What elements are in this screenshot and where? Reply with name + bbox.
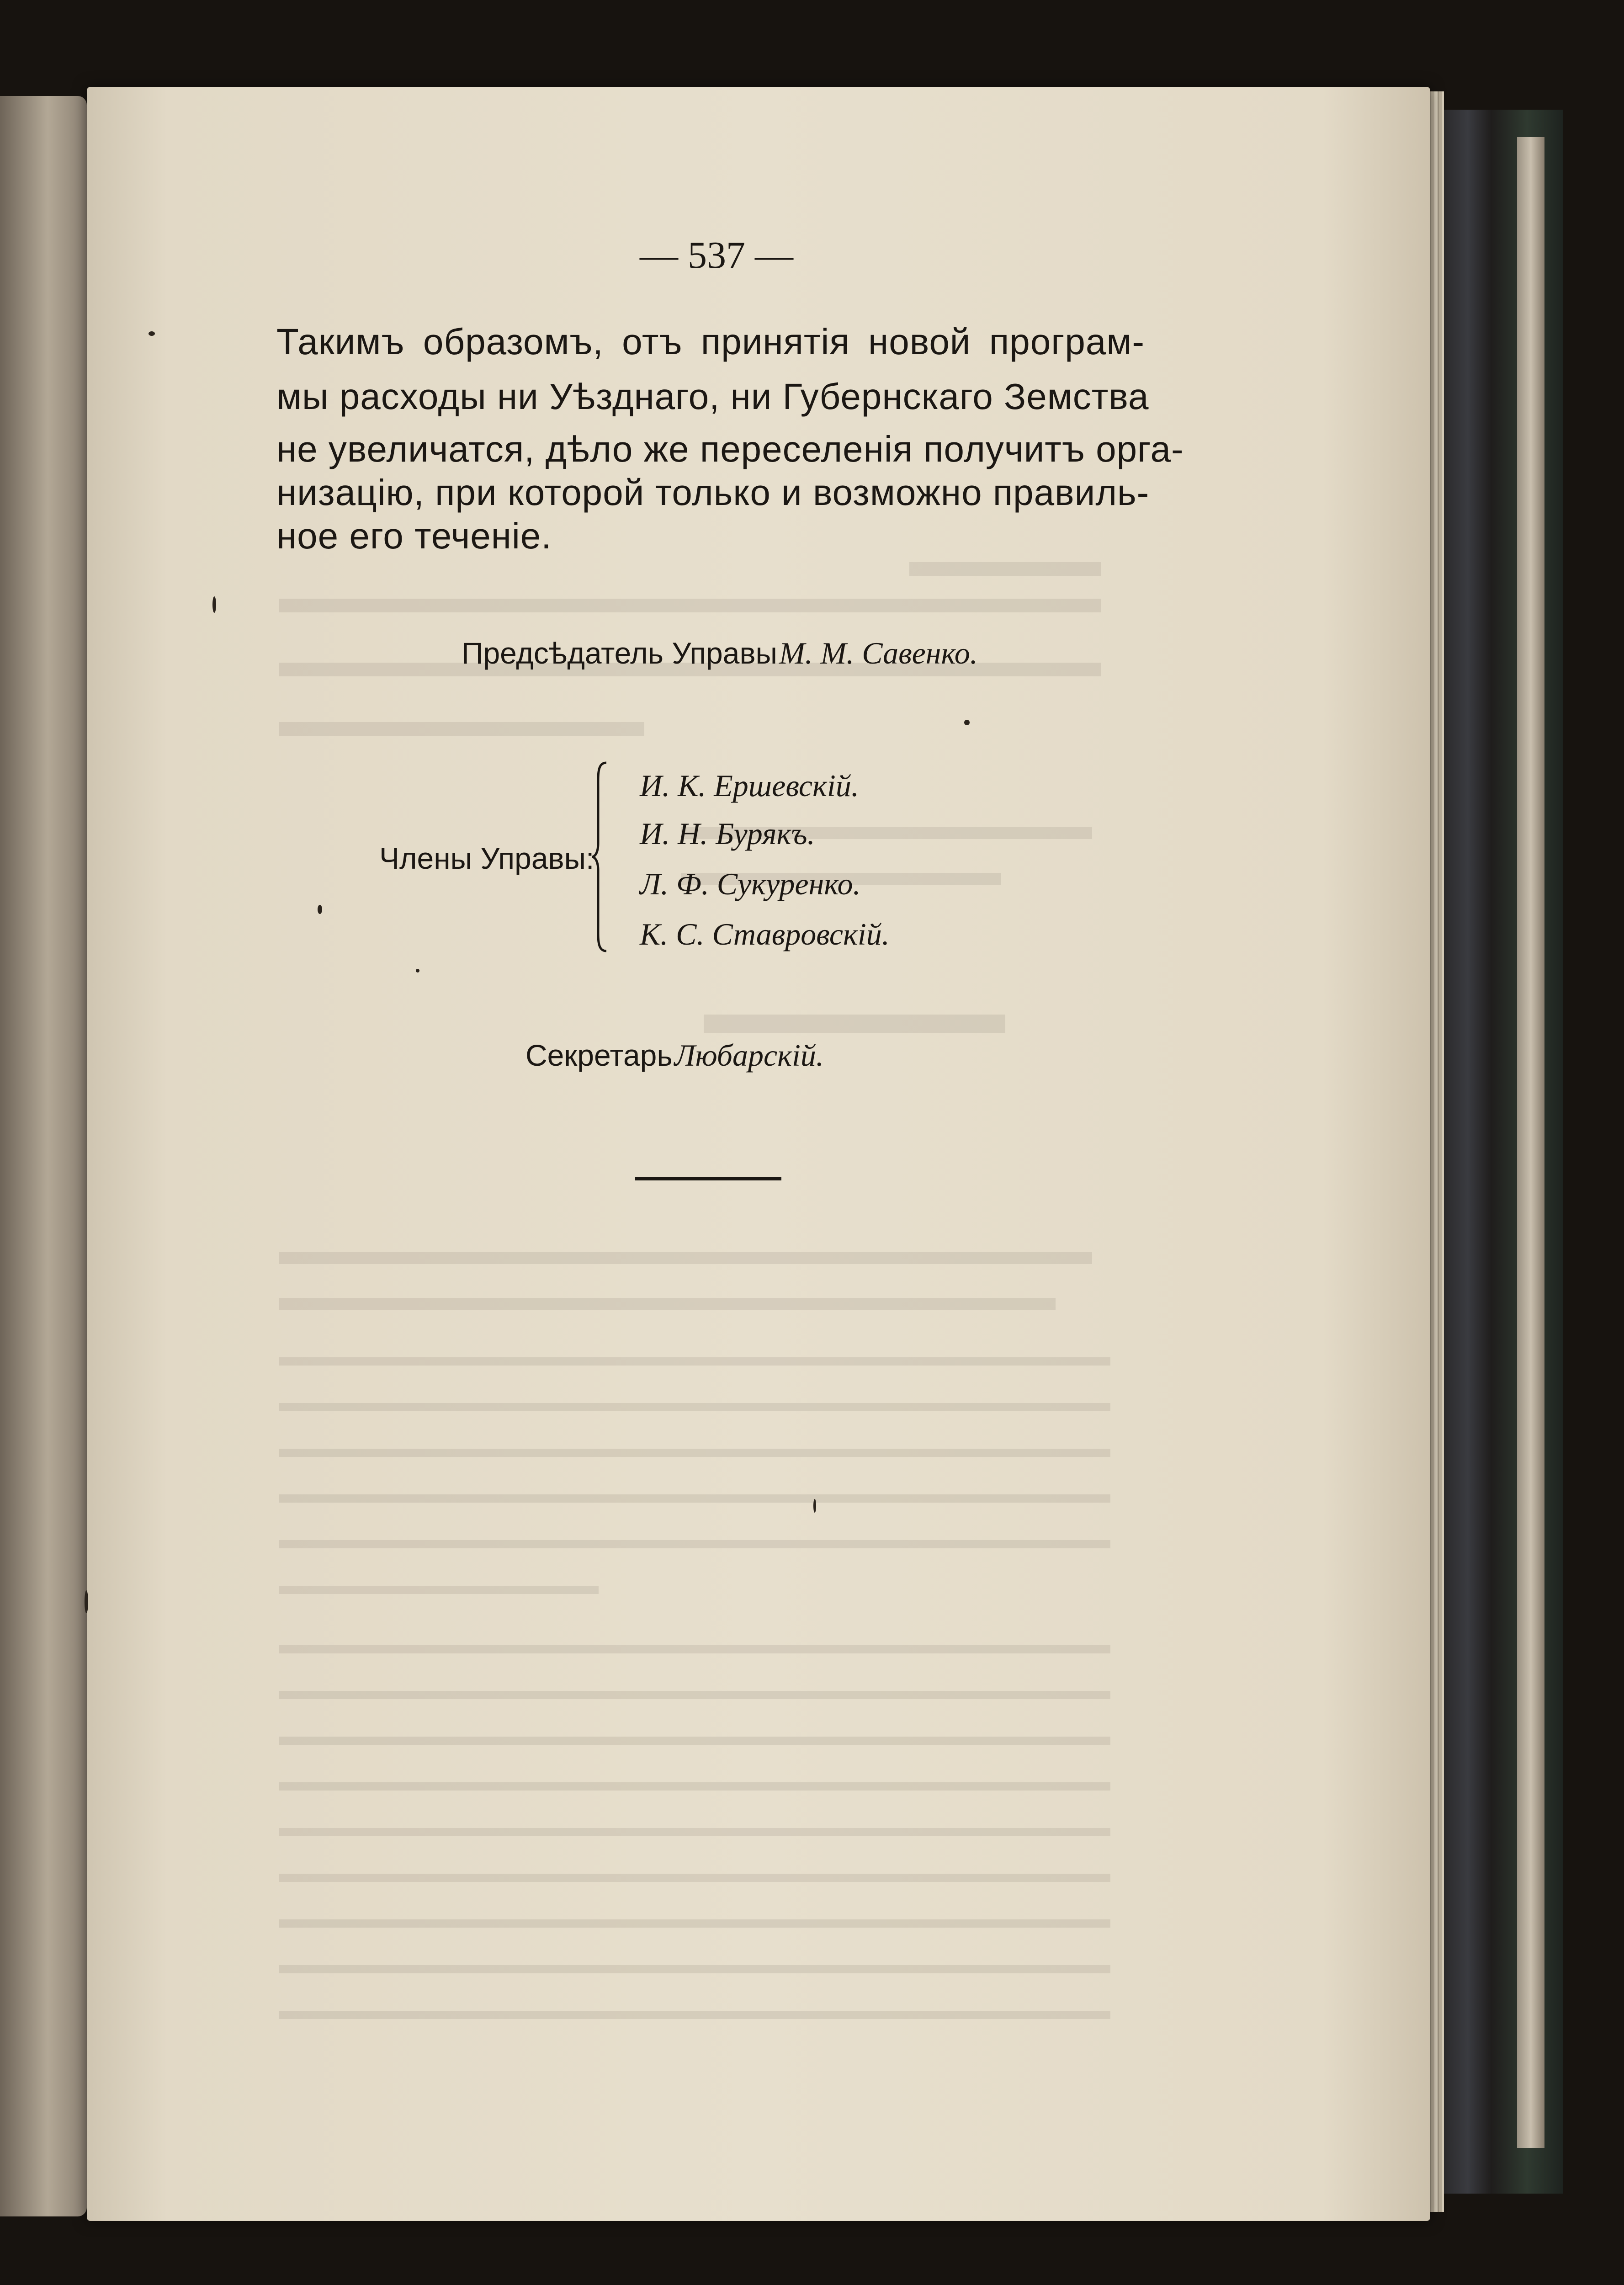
member-name: Л. Ф. Сукуренко. [640, 866, 861, 901]
closing-rule [635, 1177, 781, 1180]
paragraph-line: низацію, при которой только и возможно правиль- [276, 472, 1150, 513]
chairman-title: Предсѣдатель Управы [462, 636, 777, 670]
left-page-edge [0, 96, 87, 2216]
ink-speck [149, 331, 155, 336]
paragraph-line: мы расходы ни Уѣзднаго, ни Губернскаго Земства [276, 376, 1149, 417]
members-label: Члены Управы: [379, 841, 594, 875]
secretary-signature [525, 1037, 824, 1073]
ink-speck [212, 596, 216, 613]
chairman-signature [462, 635, 978, 671]
member-name: И. Н. Бурякъ. [640, 816, 815, 851]
ink-speck [964, 720, 970, 725]
paragraph-line: ное его теченіе. [276, 515, 552, 556]
members-brace [592, 761, 611, 953]
book-cover-edge [1517, 137, 1544, 2148]
secretary-name: Любарскій. [674, 1038, 824, 1073]
member-name: К. С. Ставровскій. [640, 917, 890, 951]
ink-speck [813, 1499, 816, 1513]
page-number: — 537 — [640, 234, 793, 276]
ink-speck [85, 1590, 88, 1613]
member-name: И. К. Ершевскій. [640, 768, 859, 803]
ink-speck [416, 969, 419, 972]
ink-speck [318, 905, 322, 914]
chairman-name: М. М. Савенко. [779, 636, 978, 670]
paragraph-line: не увеличатся, дѣло же переселенія получитъ орга- [276, 429, 1184, 469]
paragraph-line: Такимъ образомъ, отъ принятія новой програм- [276, 321, 1145, 362]
secretary-title: Секретарь [525, 1038, 673, 1072]
book-spine [1444, 110, 1563, 2194]
